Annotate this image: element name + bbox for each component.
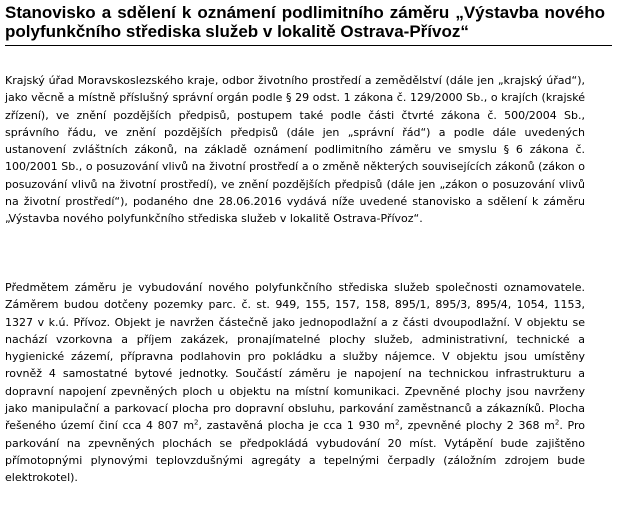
paragraph-project-description xyxy=(5,279,585,487)
superscript-exponent: 2 xyxy=(394,418,400,427)
paragraph-text-part: , zpevněné plochy 2 368 m xyxy=(399,419,555,433)
superscript-exponent: 2 xyxy=(194,418,199,427)
paragraph-text-part: . Pro parkování na zpevněných plochách se předpokládá vybudování 20 míst. Vytápění bude zajištěno přímotopnými plynovými teplovzdušnými agregáty a tepelnými čerpadly (záložním zdrojem bude elektrokotel). xyxy=(5,419,585,485)
title-divider xyxy=(5,45,612,46)
superscript-exponent: 2 xyxy=(554,418,560,427)
document-title: Stanovisko a sdělení k oznámení podlimitního záměru „Výstavba nového polyfunkčního střediska služeb v lokalitě Ostrava-Přívoz“ xyxy=(5,3,605,41)
paragraph-text-part: , zastavěná plocha je cca 1 930 m xyxy=(198,419,395,433)
paragraph-intro: Krajský úřad Moravskoslezského kraje, odbor životního prostředí a zemědělství (dále jen „krajský úřad“), jako věcně a místně příslušný správní orgán podle § 29 odst. 1 zákona č. 129/2000 Sb., o krajích (krajské zřízení), ve znění pozdějších předpisů, postupem také podle části čtvrté zákona č. 500/2004 Sb., správního řádu, ve znění pozdějších předpisů (dále jen „správní řád“) a podle dále uvedených ustanovení zvláštních zákonů, na základě oznámení podlimitního záměru ve smyslu § 6 zákona č. 100/2001 Sb., o posuzování vlivů na životní prostředí a o změně některých souvisejících zákonů (zákon o posuzování vlivů na životní prostředí), ve znění pozdějších předpisů (dále jen „zákon o posuzování vlivů na životní prostředí“), podaného dne 28.06.2016 vydává níže uvedené stanovisko a sdělení k záměru „Výstavba nového polyfunkčního střediska služeb v lokalitě Ostrava-Přívoz“. xyxy=(5,74,585,226)
paragraph-text-part: Předmětem záměru je vybudování nového polyfunkčního střediska služeb společnosti oznamovatele. Záměrem budou dotčeny pozemky parc. č. st. 949, 155, 157, 158, 895/1, 895/3, 895/4, 1054, 1153, 1327 v k.ú. Přívoz. Objekt je navržen částečně jako jednopodlažní a z části dvoupodlažní. V objektu se nachází vzorkovna a příjem zakázek, pronajímatelné plochy služeb, administrativní, technické a hygienické zázemí, přípravna podlahovin pro pokládku a služby nájemce. V objektu jsou umístěny rovněž 4 samostatné bytové jednotky. Součástí záměru je napojení na technickou infrastrukturu a dopravní napojení zpevněných ploch u objektu na místní komunikaci. Zpevněné plochy jsou navrženy jako manipulační a parkovací plocha pro dopravní obsluhu, parkování zaměstnanců a zákazníků. Plocha řešeného území činí cca 4 807 m xyxy=(5,281,585,433)
